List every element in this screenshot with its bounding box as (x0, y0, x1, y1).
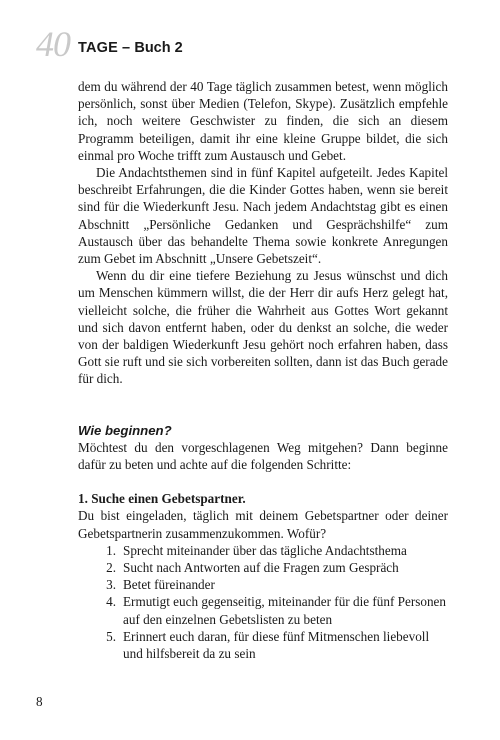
page-body (78, 78, 448, 662)
list-text: Ermutigt euch gegenseitig, miteinander für die fünf Personen auf den einzelnen Gebetslisten zu beten (123, 594, 446, 627)
list-number: 5. (106, 628, 116, 644)
book-subtitle: Buch 2 (134, 40, 183, 56)
list-text: Sucht nach Antworten auf die Fragen zum Gespräch (123, 560, 399, 576)
list-text: Sprecht miteinander über das tägliche Andachtsthema (123, 542, 407, 558)
step1-list (78, 542, 448, 662)
day-number-logo: 40 (36, 24, 70, 64)
paragraph-1: dem du während der 40 Tage täglich zusammen betest, wenn möglich persönlich, sonst über Medien (Telefon, Skype). Zusätzlich empfehle ich, noch weitere Geschwister zu finden, die sich an diesem Programm beteiligen, damit ihr eine kleine Gruppe bildet, die sich einmal pro Woche trifft zum Austausch und Gebet. (78, 79, 448, 163)
title-word: TAGE (78, 40, 119, 56)
step1-text: Du bist eingeladen, täglich mit deinem Gebetspartner oder deiner Gebetspartnerin zusammenzukommen. Wofür? (78, 508, 448, 541)
running-header (36, 26, 336, 66)
list-number: 2. (106, 560, 116, 576)
spacer (78, 388, 448, 422)
book-title (78, 40, 183, 56)
step1-heading: 1. Suche einen Gebetspartner. (78, 491, 246, 507)
section-heading: Wie beginnen? (78, 422, 172, 438)
list-number: 4. (106, 594, 116, 610)
paragraph-2: Die Andachtsthemen sind in fünf Kapitel aufgeteilt. Jedes Kapitel beschreibt Erfahrungen, die die Kinder Gottes haben, wenn sie bereit sind für die Wiederkunft Jesu. Nach jedem Andachtstag gibt es einen Abschnitt „Persönliche Gedanken und Gesprächshilfe“ zum Austausch über das behandelte Thema sowie konkrete Anregungen zum Gebet im Abschnitt „Unsere Gebetszeit“. (78, 165, 448, 267)
page-number: 8 (36, 694, 43, 709)
list-item (78, 576, 448, 593)
list-item (78, 542, 448, 559)
section-intro: Möchtest du den vorgeschlagenen Weg mitgehen? Dann beginne dafür zu beten und achte auf die folgenden Schritte: (78, 439, 448, 473)
paragraph-3: Wenn du dir eine tiefere Beziehung zu Jesus wünschst und dich um Menschen kümmern willst, die der Herr dir aufs Herz gelegt hat, vielleicht solche, die früher die Wahrheit aus Gottes Wort gekannt und sich davon entfernt haben, oder du denkst an solche, die weder von der baldigen Wiederkunft Jesu gehört noch erfahren haben, dass Gott sie ruft und sie sich vorbereiten sollten, dann ist das Buch gerade für dich. (78, 268, 448, 387)
list-number: 3. (106, 577, 116, 593)
list-item (78, 559, 448, 576)
list-text: Betet füreinander (123, 577, 215, 593)
list-number: 1. (106, 542, 116, 558)
spacer (78, 473, 448, 490)
title-dash: – (122, 40, 131, 56)
list-item (78, 628, 448, 662)
list-item (78, 593, 448, 627)
list-text: Erinnert euch daran, für diese fünf Mitmenschen liebevoll und hilfsbereit da zu sein (123, 628, 430, 662)
